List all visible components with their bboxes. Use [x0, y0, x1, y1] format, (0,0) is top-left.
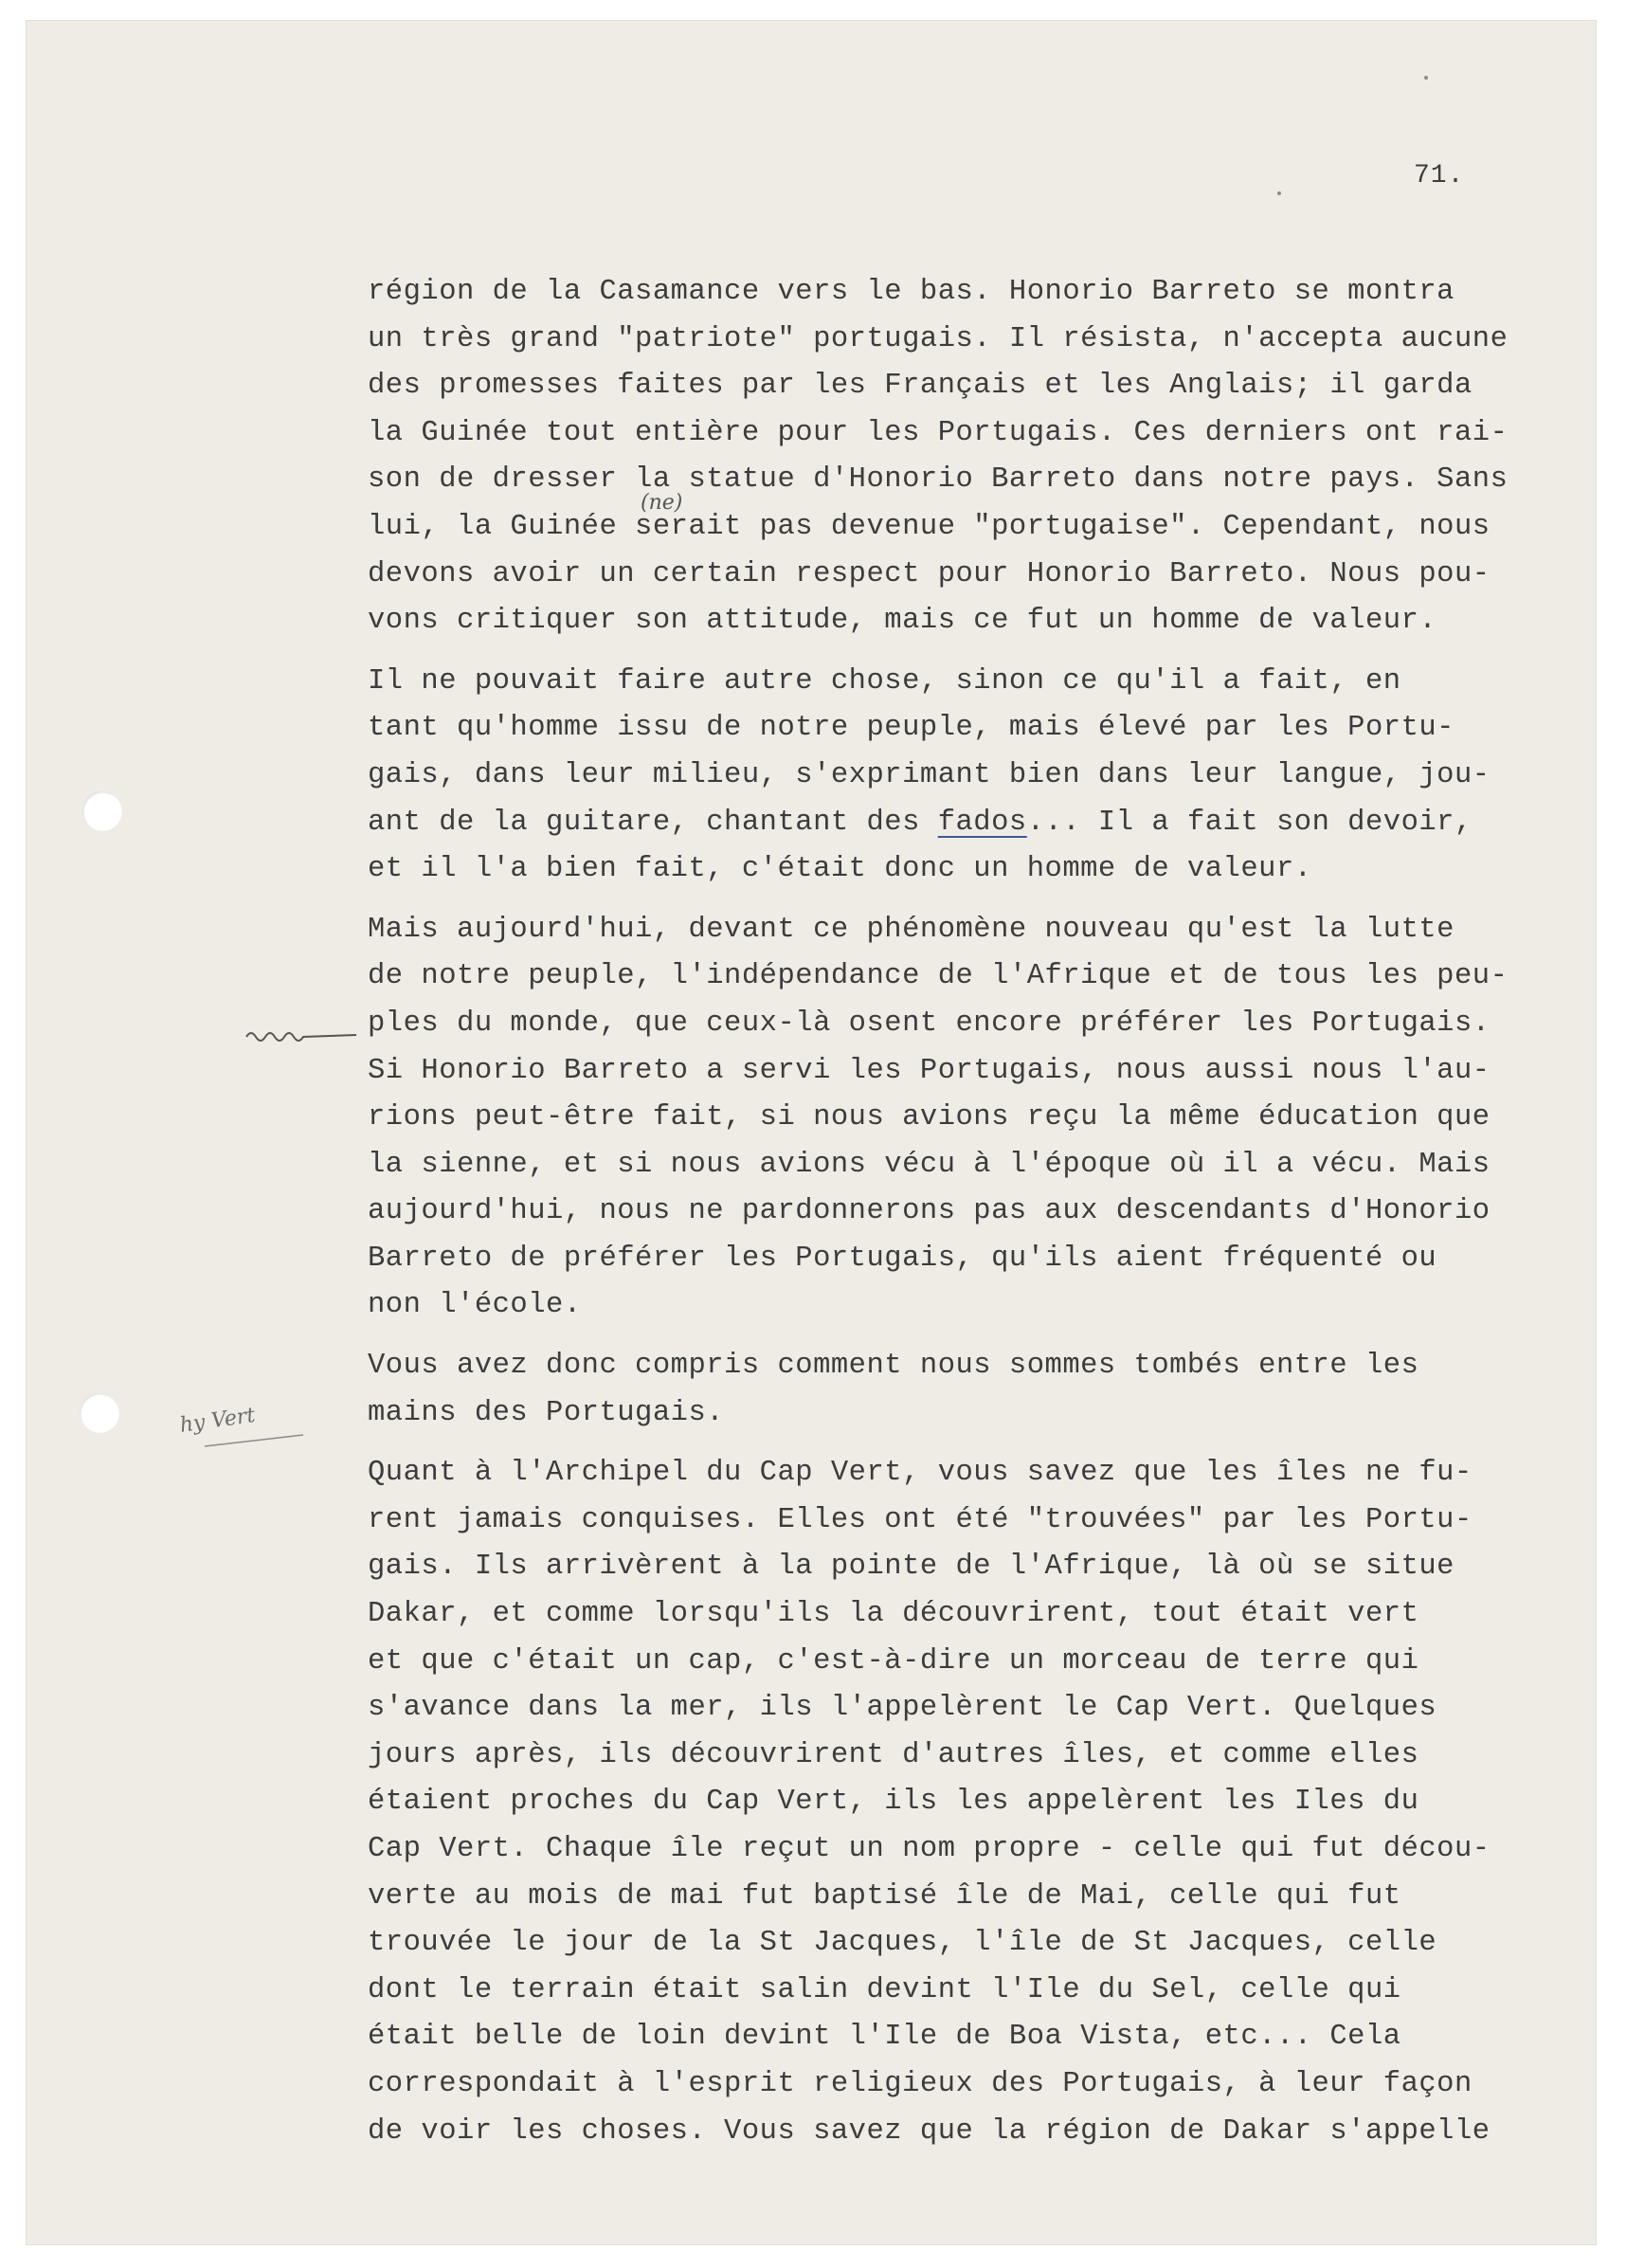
text-line: un très grand "patriote" portugais. Il résista, n'accepta aucune: [368, 322, 1509, 355]
paragraph: [368, 659, 1599, 894]
text-line: gais, dans leur milieu, s'exprimant bien dans leur langue, jou-: [368, 758, 1490, 791]
text-line: correspondait à l'esprit religieux des Portugais, à leur façon: [368, 2067, 1472, 2100]
text-line: Mais aujourd'hui, devant ce phénomène nouveau qu'est la lutte: [368, 913, 1454, 946]
text-line: mains des Portugais.: [368, 1396, 725, 1429]
text-line: trouvée le jour de la St Jacques, l'île de St Jacques, celle: [368, 1927, 1437, 1960]
text-line: était belle de loin devint l'Ile de Boa Vista, etc... Cela: [368, 2021, 1401, 2054]
text-line: Dakar, et comme lorsqu'ils la découvrirent, tout était vert: [368, 1598, 1419, 1631]
text-line: de notre peuple, l'indépendance de l'Afrique et de tous les peu-: [368, 960, 1509, 993]
text-line: Il ne pouvait faire autre chose, sinon ce qu'il a fait, en: [368, 664, 1401, 698]
text-fragment: ... Il a fait son devoir,: [1026, 806, 1472, 839]
text-line: vons critiquer son attitude, mais ce fut un homme de valeur.: [368, 605, 1437, 638]
text-line: Cap Vert. Chaque île reçut un nom propre - celle qui fut décou-: [368, 1833, 1490, 1865]
underlined-word: fados: [937, 806, 1027, 839]
text-line: la sienne, et si nous avions vécu à l'époque où il a vécu. Mais: [368, 1148, 1490, 1181]
text-line: jours après, ils découvrirent d'autres îles, et comme elles: [368, 1738, 1419, 1771]
paragraph: [368, 1343, 1599, 1437]
paragraph: [368, 1450, 1599, 2155]
margin-note-underline: [203, 1433, 307, 1448]
text-line: Vous avez donc compris comment nous sommes tombés entre les: [368, 1350, 1419, 1383]
text-line: région de la Casamance vers le bas. Honorio Barreto se montra: [368, 276, 1454, 308]
paper-speck: [1424, 76, 1428, 80]
paper-speck: [1277, 191, 1281, 195]
text-line: rent jamais conquises. Elles ont été "trouvées" par les Portu-: [368, 1503, 1472, 1536]
text-line: devons avoir un certain respect pour Honorio Barreto. Nous pou-: [368, 557, 1490, 590]
text-line: et que c'était un cap, c'est-à-dire un morceau de terre qui: [368, 1644, 1419, 1678]
text-line: dont le terrain était salin devint l'Ile du Sel, celle qui: [368, 1973, 1401, 2006]
page-number: 71.: [1414, 161, 1465, 191]
text-line: Barreto de préférer les Portugais, qu'ils aient fréquenté ou: [368, 1242, 1437, 1275]
text-line: Si Honorio Barreto a servi les Portugais, nous aussi nous l'au-: [368, 1054, 1490, 1087]
typed-body-text: [368, 269, 1599, 2168]
punch-hole: [82, 791, 122, 831]
text-line: Quant à l'Archipel du Cap Vert, vous savez que les îles ne fu-: [368, 1457, 1472, 1490]
text-line: tant qu'homme issu de notre peuple, mais élevé par les Portu-: [368, 712, 1454, 745]
text-line: verte au mois de mai fut baptisé île de Mai, celle qui fut: [368, 1879, 1401, 1913]
text-line: et il l'a bien fait, c'était donc un homme de valeur.: [368, 853, 1312, 886]
text-line: rions peut-être fait, si nous avions reçu la même éducation que: [368, 1101, 1490, 1134]
text-fragment: ant de la guitare, chantant des: [368, 806, 938, 839]
text-line: la Guinée tout entière pour les Portugais. Ces derniers ont rai-: [368, 416, 1509, 449]
margin-handwritten-note: hy Vert: [178, 1404, 257, 1438]
text-line: des promesses faites par les Français et les Anglais; il garda: [368, 370, 1472, 403]
text-line: gais. Ils arrivèrent à la pointe de l'Afrique, là où se situe: [368, 1551, 1454, 1584]
text-line: son de dresser la statue d'Honorio Barreto dans notre pays. Sans: [368, 463, 1509, 497]
text-line: aujourd'hui, nous ne pardonnerons pas aux descendants d'Honorio: [368, 1195, 1490, 1228]
text-line: étaient proches du Cap Vert, ils les appelèrent les Iles du: [368, 1786, 1419, 1819]
paragraph: [368, 269, 1599, 645]
text-line: lui, la Guinée serait pas devenue "portugaise". Cependant, nous: [368, 510, 1490, 543]
punch-hole: [80, 1393, 119, 1433]
text-line: de voir les choses. Vous savez que la région de Dakar s'appelle: [368, 2114, 1490, 2148]
text-line: non l'école.: [368, 1289, 582, 1322]
text-line: s'avance dans la mer, ils l'appelèrent le Cap Vert. Quelques: [368, 1692, 1437, 1725]
paragraph: [368, 907, 1599, 1330]
text-line-with-underline: [368, 800, 1599, 847]
text-line: ples du monde, que ceux-là osent encore préférer les Portugais.: [368, 1007, 1490, 1040]
handwritten-insertion: (ne): [641, 491, 683, 515]
margin-squiggle-mark: [244, 1025, 358, 1044]
